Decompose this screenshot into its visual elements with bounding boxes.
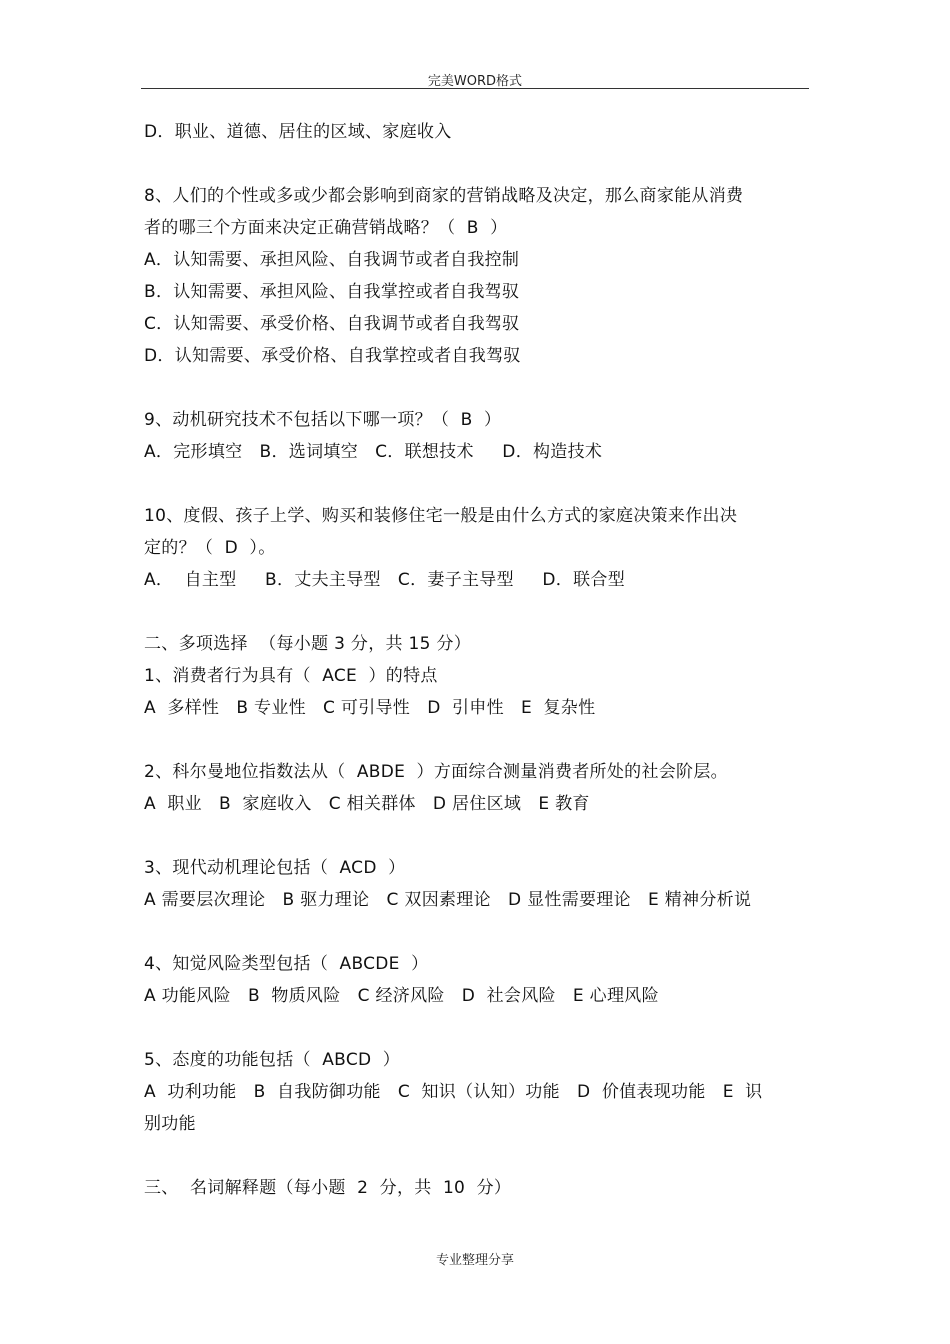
text-line: 定的？（ D ）。 bbox=[144, 538, 276, 558]
page-footer: 专业整理分享 bbox=[435, 1253, 514, 1268]
paragraph-gap bbox=[144, 820, 810, 852]
text-line: 9、动机研究技术不包括以下哪一项？（ B ） bbox=[144, 410, 502, 430]
text-line: D．职业、道德、居住的区域、家庭收入 bbox=[144, 122, 452, 142]
text-line: A 需要层次理论 B 驱力理论 C 双因素理论 D 显性需要理论 E 精神分析说 bbox=[144, 890, 752, 910]
text-line: A 功能风险 B 物质风险 C 经济风险 D 社会风险 E 心理风险 bbox=[144, 986, 659, 1006]
text-line: 者的哪三个方面来决定正确营销战略？（ B ） bbox=[144, 218, 508, 238]
paragraph-gap bbox=[144, 148, 810, 180]
text-line: 3、现代动机理论包括（ ACD ） bbox=[144, 858, 406, 878]
paragraph-gap bbox=[144, 468, 810, 500]
text-line: 别功能 bbox=[144, 1114, 196, 1134]
text-line: 2、科尔曼地位指数法从（ ABDE ）方面综合测量消费者所处的社会阶层。 bbox=[144, 762, 728, 782]
document-body bbox=[144, 116, 810, 1204]
text-line: A．认知需要、承担风险、自我调节或者自我控制 bbox=[144, 250, 520, 270]
text-line: A 职业 B 家庭收入 C 相关群体 D 居住区域 E 教育 bbox=[144, 794, 590, 814]
paragraph-gap bbox=[144, 596, 810, 628]
text-line: 10、度假、孩子上学、购买和装修住宅一般是由什么方式的家庭决策来作出决 bbox=[144, 506, 738, 526]
paragraph-gap bbox=[144, 372, 810, 404]
text-line: 5、态度的功能包括（ ABCD ） bbox=[144, 1050, 401, 1070]
text-line: D．认知需要、承受价格、自我掌控或者自我驾驭 bbox=[144, 346, 521, 366]
text-line: A 多样性 B 专业性 C 可引导性 D 引申性 E 复杂性 bbox=[144, 698, 596, 718]
text-line: 1、消费者行为具有（ ACE ）的特点 bbox=[144, 666, 438, 686]
paragraph-gap bbox=[144, 1012, 810, 1044]
text-line: 4、知觉风险类型包括（ ABCDE ） bbox=[144, 954, 429, 974]
paragraph-gap bbox=[144, 1140, 810, 1172]
text-line: 8、人们的个性或多或少都会影响到商家的营销战略及决定，那么商家能从消费 bbox=[144, 186, 744, 206]
text-line: A．完形填空 B．选词填空 C．联想技术 D．构造技术 bbox=[144, 442, 603, 462]
section-heading: 三、 名词解释题（每小题 2 分，共 10 分） bbox=[144, 1178, 512, 1198]
page-header: 完美WORD格式 bbox=[427, 74, 523, 89]
text-line: C．认知需要、承受价格、自我调节或者自我驾驭 bbox=[144, 314, 520, 334]
header-rule bbox=[141, 88, 809, 89]
text-line: B．认知需要、承担风险、自我掌控或者自我驾驭 bbox=[144, 282, 520, 302]
text-line: A 功利功能 B 自我防御功能 C 知识（认知）功能 D 价值表现功能 E 识 bbox=[144, 1082, 763, 1102]
section-heading: 二、多项选择 （每小题 3 分，共 15 分） bbox=[144, 634, 472, 654]
paragraph-gap bbox=[144, 916, 810, 948]
paragraph-gap bbox=[144, 724, 810, 756]
text-line: A． 自主型 B．丈夫主导型 C．妻子主导型 D．联合型 bbox=[144, 570, 626, 590]
